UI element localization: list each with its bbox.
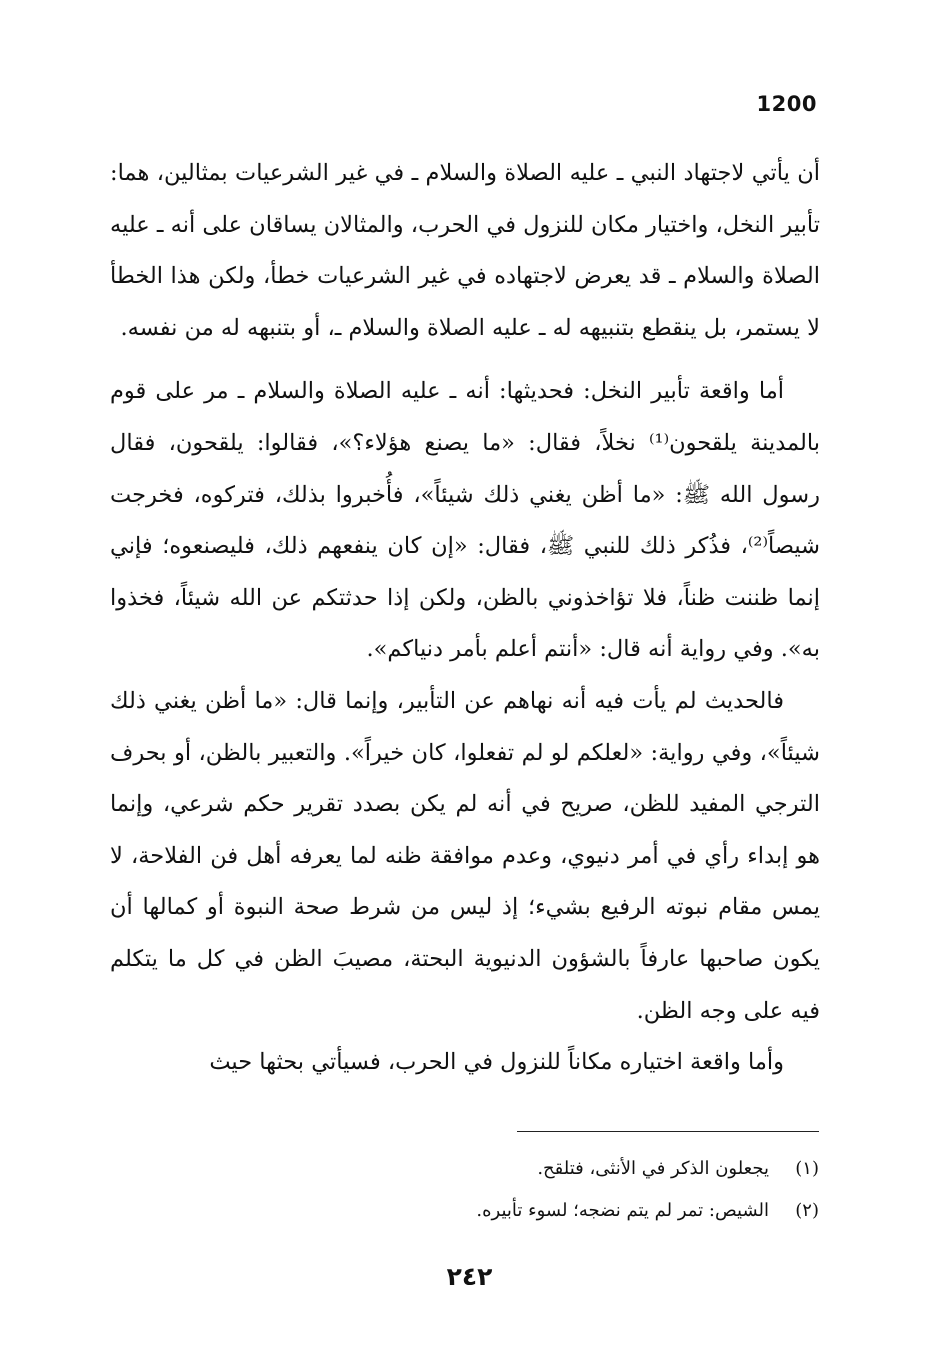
paragraph-1: أن يأتي لاجتهاد النبي ـ عليه الصلاة والسلام ـ في غير الشرعيات بمثالين، هما: تأبير النخل، واختيار مكان للنزول في الحرب، والمثالان يساقان على أنه ـ عليه الصلاة والسلام ـ قد يعرض لاجتهاده في غير الشرعيات خطأ، ولكن هذا الخطأ لا يستمر، بل ينقطع بتنبيهه له ـ عليه الصلاة والسلام ـ، أو بتنبهه له من نفسه.: [110, 160, 820, 341]
paragraph-2: أما واقعة تأبير النخل: فحديثها: أنه ـ عليه الصلاة والسلام ـ مر على قوم بالمدينة يلقحون⁽¹⁾ نخلاً، فقال: «ما يصنع هؤلاء؟»، فقالوا: يلقحون، فقال رسول الله ﷺ: «ما أظن يغني ذلك شيئاً»، فأُخبروا بذلك، فتركوه، فخرجت شيصاً⁽²⁾، فذُكر ذلك للنبي ﷺ، فقال: «إن كان ينفعهم ذلك، فليصنعوه؛ فإني إنما ظننت ظناً، فلا تؤاخذوني بالظن، ولكن إذا حدثتكم عن الله شيئاً، فخذوا به». وفي رواية أنه قال: «أنتم أعلم بأمر دنياكم».: [110, 378, 820, 663]
footnote-text: يجعلون الذكر في الأنثى، فتلقح.: [537, 1158, 769, 1179]
footnote-2: [219, 1190, 819, 1232]
footnote-number: (١): [795, 1158, 819, 1179]
page-number: ٢٤٢: [446, 1262, 493, 1291]
footnote-1: [219, 1148, 819, 1190]
footnote-divider: [517, 1131, 819, 1132]
footnote-text: الشيص: تمر لم يتم نضجه؛ لسوء تأبيره.: [476, 1200, 769, 1221]
paragraph-3: فالحديث لم يأت فيه أنه نهاهم عن التأبير، وإنما قال: «ما أظن يغني ذلك شيئاً»، وفي رواية: «لعلكم لو لم تفعلوا، كان خيراً». والتعبير بالظن، أو بحرف الترجي المفيد للظن، صريح في أنه لم يكن بصدد تقرير حكم شرعي، وإنما هو إبداء رأي في أمر دنيوي، وعدم موافقة ظنه لما يعرفه أهل فن الفلاحة، لا يمس مقام نبوته الرفيع بشيء؛ إذ ليس من شرط صحة النبوة أو كمالها أن يكون صاحبها عارفاً بالشؤون الدنيوية البحتة، مصيبَ الظن في كل ما يتكلم فيه على وجه الظن.: [110, 687, 820, 1024]
paragraph-4: وأما واقعة اختياره مكاناً للنزول في الحرب، فسيأتي بحثها حيث: [209, 1049, 784, 1076]
main-text: [110, 148, 820, 1089]
footnotes: [219, 1148, 819, 1232]
page-marker: 1200: [756, 92, 817, 116]
footnote-number: (٢): [795, 1200, 819, 1221]
